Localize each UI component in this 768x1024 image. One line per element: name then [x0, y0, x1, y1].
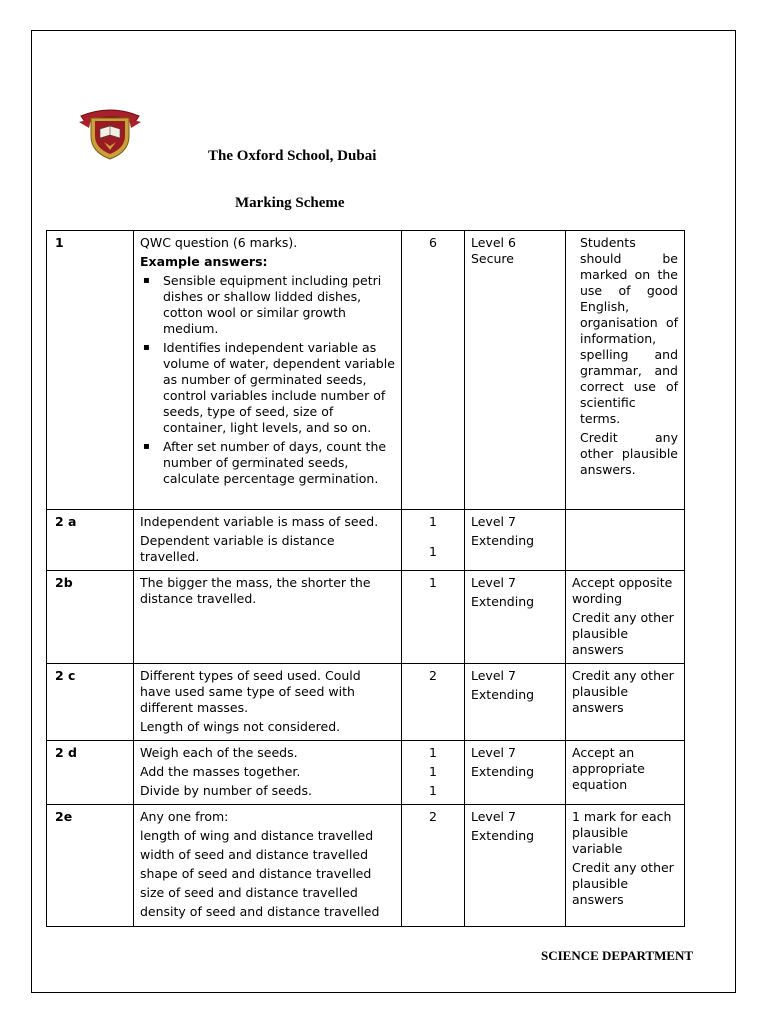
level-label: Level 7 — [471, 668, 516, 683]
school-name: The Oxford School, Dubai — [208, 148, 377, 164]
marks-cell — [402, 805, 465, 927]
answer-line: QWC question (6 marks). — [140, 235, 298, 250]
marking-scheme-table — [46, 230, 685, 927]
guidance-cell — [566, 805, 685, 927]
list-item: ▪ Sensible equipment including petri dishes or shallow lidded dishes, cotton wool or similar growth medium. — [163, 273, 395, 337]
question-number: 2 d — [47, 741, 134, 805]
guidance-line: Credit any other plausible answers — [572, 860, 674, 907]
guidance-line: Accept opposite wording — [572, 575, 673, 606]
table-row — [47, 805, 685, 927]
table-row — [47, 741, 685, 805]
question-number: 2 a — [47, 510, 134, 571]
document-title: Marking Scheme — [235, 195, 345, 211]
mark-value: 1 — [429, 745, 437, 760]
level-descriptor: Extending — [471, 687, 535, 702]
answer-line: shape of seed and distance travelled — [140, 866, 372, 881]
mark-value: 1 — [429, 764, 437, 779]
answer-cell — [134, 571, 402, 664]
level-descriptor: Extending — [471, 764, 535, 779]
question-number: 2e — [47, 805, 134, 927]
answer-cell — [134, 664, 402, 741]
level-label: Level 6 — [471, 235, 516, 250]
guidance-line: Credit any other plausible answers — [572, 610, 674, 657]
marks-cell — [402, 510, 465, 571]
table-row — [47, 571, 685, 664]
guidance-line: 1 mark for each plausible variable — [572, 809, 672, 856]
answer-line: Different types of seed used. Could have used same type of seed with different masses. — [140, 668, 361, 715]
question-number: 2b — [47, 571, 134, 664]
answer-line: size of seed and distance travelled — [140, 885, 358, 900]
mark-value: 1 — [429, 544, 437, 559]
level-cell — [465, 805, 566, 927]
answer-line: The bigger the mass, the shorter the distance travelled. — [140, 575, 371, 606]
level-descriptor: Extending — [471, 533, 535, 548]
list-item: ▪ After set number of days, count the number of germinated seeds, calculate percentage germination. — [163, 439, 395, 487]
table-row — [47, 510, 685, 571]
marks-cell — [402, 571, 465, 664]
guidance-line: Accept an appropriate equation — [572, 745, 645, 792]
answer-cell — [134, 510, 402, 571]
mark-value: 1 — [429, 575, 437, 590]
level-label: Level 7 — [471, 575, 516, 590]
guidance-cell — [566, 510, 685, 571]
guidance-line: Students should be marked on the use of good English, organisation of information, spelling and grammar, and correct use of scientific terms. — [580, 235, 678, 426]
marks-cell — [402, 741, 465, 805]
question-number: 2 c — [47, 664, 134, 741]
answer-line: Weigh each of the seeds. — [140, 745, 298, 760]
answer-line: width of seed and distance travelled — [140, 847, 369, 862]
mark-value: 2 — [429, 668, 437, 683]
level-descriptor: Extending — [471, 828, 535, 843]
table-row — [47, 231, 685, 510]
level-descriptor: Secure — [471, 251, 514, 266]
answer-line: Independent variable is mass of seed. — [140, 514, 379, 529]
marks-cell — [402, 231, 465, 510]
guidance-line: Credit any other plausible answers. — [580, 430, 678, 477]
answer-line: density of seed and distance travelled — [140, 904, 380, 919]
level-cell — [465, 510, 566, 571]
level-label: Level 7 — [471, 514, 516, 529]
answer-cell — [134, 741, 402, 805]
mark-value: 1 — [429, 514, 437, 529]
answer-line: Any one from: — [140, 809, 229, 824]
level-cell — [465, 231, 566, 510]
guidance-cell — [566, 664, 685, 741]
answer-cell — [134, 231, 402, 510]
level-cell — [465, 664, 566, 741]
answer-cell — [134, 805, 402, 927]
question-number: 1 — [47, 231, 134, 510]
guidance-cell — [566, 231, 685, 510]
list-item: ▪ Identifies independent variable as volume of water, dependent variable as number of germinated seeds, control variables include number of seeds, type of seed, size of container, light levels, and so on. — [163, 340, 395, 436]
answer-heading: Example answers: — [140, 254, 268, 269]
answer-line: Dependent variable is distance travelled. — [140, 533, 335, 564]
mark-value: 6 — [429, 235, 437, 250]
level-cell — [465, 741, 566, 805]
level-label: Level 7 — [471, 809, 516, 824]
level-descriptor: Extending — [471, 594, 535, 609]
answer-line: Length of wings not considered. — [140, 719, 341, 734]
mark-value: 2 — [429, 809, 437, 824]
answer-line: length of wing and distance travelled — [140, 828, 374, 843]
level-label: Level 7 — [471, 745, 516, 760]
answer-line: Add the masses together. — [140, 764, 301, 779]
answer-list — [140, 273, 395, 487]
department-footer: SCIENCE DEPARTMENT — [541, 948, 694, 963]
guidance-line: Credit any other plausible answers — [572, 668, 674, 715]
table-row — [47, 664, 685, 741]
guidance-cell — [566, 571, 685, 664]
school-crest-icon — [77, 102, 143, 160]
level-cell — [465, 571, 566, 664]
mark-value: 1 — [429, 783, 437, 798]
answer-line: Divide by number of seeds. — [140, 783, 312, 798]
marks-cell — [402, 664, 465, 741]
guidance-cell — [566, 741, 685, 805]
